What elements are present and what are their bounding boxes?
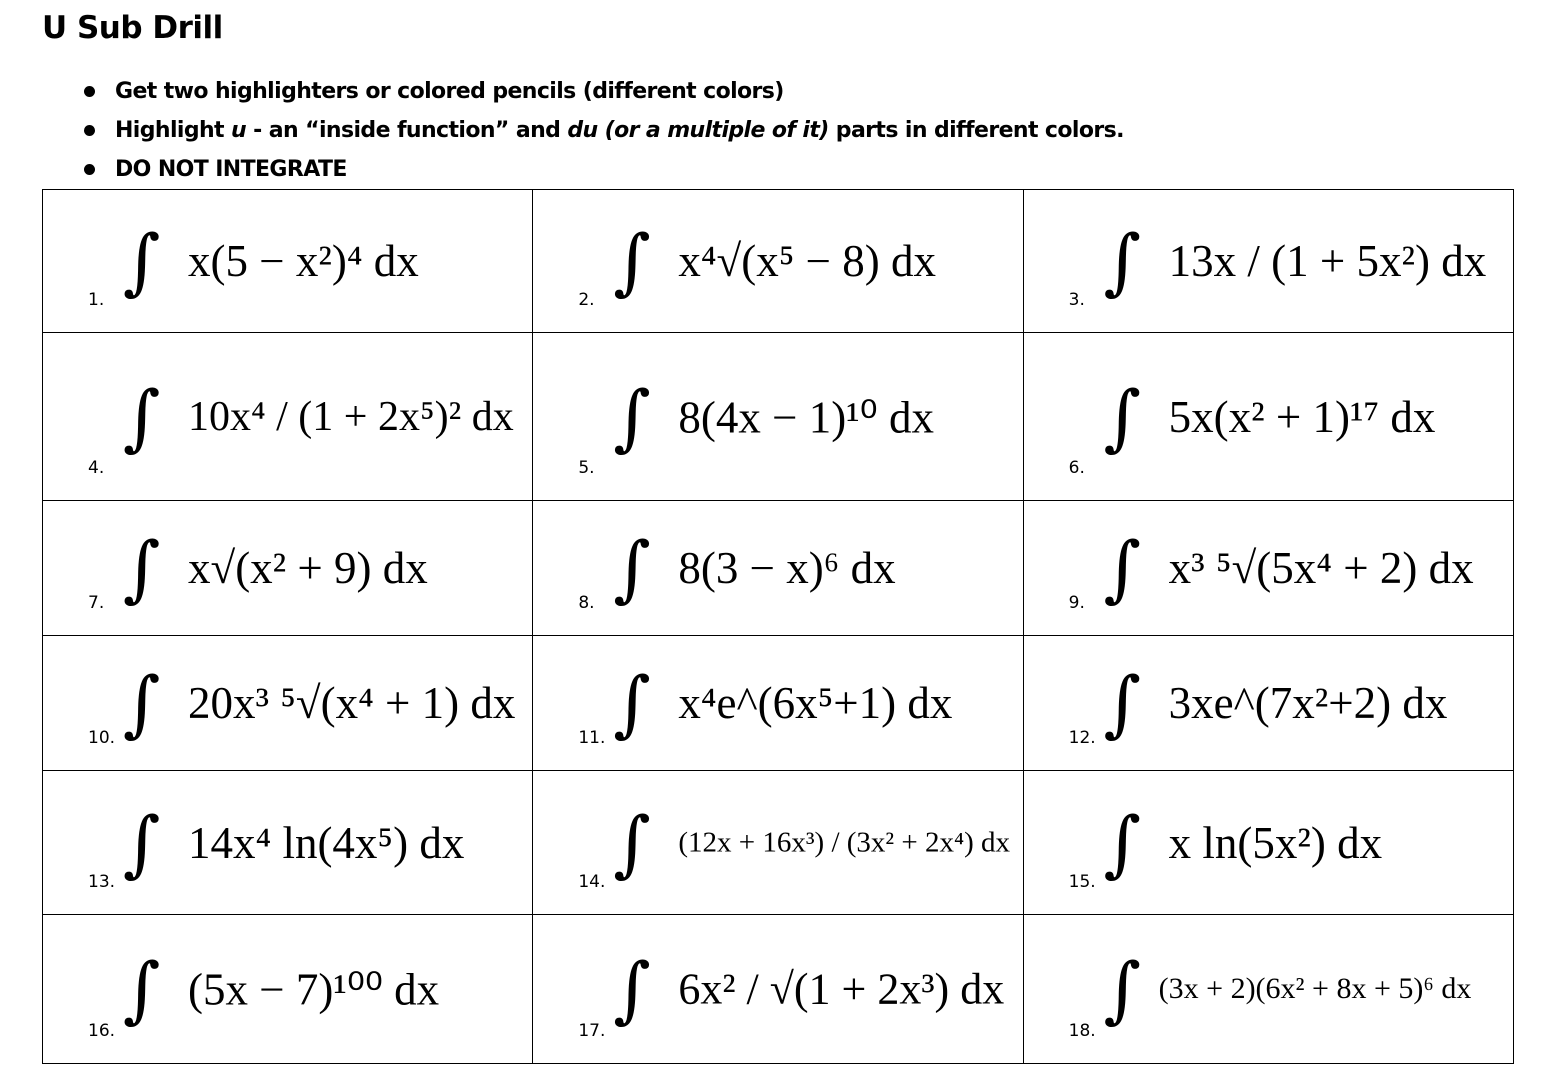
- problem-expression: 13x / (1 + 5x²) dx: [1168, 236, 1487, 286]
- integral-symbol: ∫: [1103, 947, 1142, 1031]
- problem-number: 16.: [88, 1021, 116, 1041]
- problem-expression: 8(4x − 1)¹⁰ dx: [678, 392, 934, 442]
- instruction-item-2: [78, 113, 1124, 152]
- instruction-text-du: du (or a multiple of it): [567, 118, 829, 143]
- integral-symbol: ∫: [613, 947, 651, 1031]
- problem-cell-7: [43, 501, 533, 636]
- instruction-text-u: u: [231, 118, 247, 143]
- problem-expression: 5x(x² + 1)¹⁷ dx: [1168, 391, 1436, 442]
- problem-number: 7.: [88, 593, 105, 613]
- problem-cell-6: [1023, 333, 1513, 501]
- problem-expression: (3x + 2)(6x² + 8x + 5)⁶ dx: [1158, 972, 1472, 1005]
- problem-cell-5: [533, 333, 1023, 501]
- integral-symbol: ∫: [123, 526, 161, 610]
- problem-cell-3: [1023, 190, 1513, 333]
- problem-number: 14.: [578, 872, 606, 892]
- instruction-text: Highlight: [115, 118, 232, 143]
- instruction-text: - an “inside function” and: [246, 118, 568, 143]
- instruction-text: DO NOT INTEGRATE: [115, 157, 347, 182]
- problem-expression: x ln(5x²) dx: [1168, 817, 1383, 868]
- integral-symbol: ∫: [1103, 661, 1142, 745]
- problem-number: 2.: [578, 290, 595, 310]
- problem-expression: (5x − 7)¹⁰⁰ dx: [188, 964, 440, 1015]
- problem-expression: x√(x² + 9) dx: [188, 543, 428, 593]
- integral-symbol: ∫: [123, 800, 161, 885]
- integral-symbol: ∫: [613, 526, 651, 610]
- problem-expression: 8(3 − x)⁶ dx: [678, 543, 896, 593]
- problem-cell-14: [533, 771, 1023, 915]
- problem-number: 13.: [88, 872, 116, 892]
- problem-number: 17.: [578, 1021, 606, 1041]
- problem-cell-2: [533, 190, 1023, 333]
- integral-symbol: ∫: [1103, 374, 1142, 459]
- problem-number: 8.: [578, 593, 595, 613]
- problem-cell-15: [1023, 771, 1513, 915]
- integral-symbol: ∫: [123, 661, 161, 745]
- problem-number: 12.: [1068, 728, 1096, 748]
- instruction-text: Get two highlighters or colored pencils (different colors): [115, 79, 784, 104]
- problem-expression: (12x + 16x³) / (3x² + 2x⁴) dx: [678, 826, 1010, 858]
- problem-cell-1: [43, 190, 533, 333]
- integral-symbol: ∫: [613, 219, 651, 303]
- problem-cell-16: [43, 915, 533, 1064]
- problem-number: 4.: [88, 458, 105, 478]
- integral-symbol: ∫: [613, 800, 651, 885]
- problem-number: 6.: [1068, 458, 1085, 478]
- problem-expression: 6x² / √(1 + 2x³) dx: [678, 964, 1005, 1014]
- integral-symbol: ∫: [1103, 526, 1142, 610]
- problem-cell-17: [533, 915, 1023, 1064]
- problem-cell-10: [43, 636, 533, 771]
- integral-symbol: ∫: [613, 661, 651, 745]
- problem-number: 3.: [1068, 290, 1085, 310]
- problem-number: 1.: [88, 290, 105, 310]
- problem-number: 15.: [1068, 872, 1096, 892]
- problem-expression: x(5 − x²)⁴ dx: [188, 236, 419, 286]
- integral-symbol: ∫: [123, 947, 161, 1031]
- problem-cell-4: [43, 333, 533, 501]
- problem-number: 5.: [578, 458, 595, 478]
- problem-number: 11.: [578, 728, 606, 748]
- integral-symbol: ∫: [123, 219, 161, 303]
- problem-cell-9: [1023, 501, 1513, 636]
- problem-cell-12: [1023, 636, 1513, 771]
- problem-expression: 3xe^(7x²+2) dx: [1168, 678, 1448, 728]
- problem-number: 10.: [88, 728, 116, 748]
- instruction-text: parts in different colors.: [828, 118, 1124, 143]
- problem-cell-11: [533, 636, 1023, 771]
- problem-cell-13: [43, 771, 533, 915]
- problem-number: 18.: [1068, 1021, 1096, 1041]
- problem-expression: x³ ⁵√(5x⁴ + 2) dx: [1168, 543, 1474, 593]
- instruction-item-3: [78, 152, 1124, 191]
- problem-expression: 10x⁴ / (1 + 2x⁵)² dx: [188, 393, 514, 440]
- page-title: U Sub Drill: [42, 10, 223, 46]
- instruction-item-1: [78, 74, 1124, 113]
- problem-expression: x⁴√(x⁵ − 8) dx: [678, 236, 937, 286]
- integral-symbol: ∫: [1103, 219, 1142, 303]
- problem-cell-8: [533, 501, 1023, 636]
- problem-expression: 20x³ ⁵√(x⁴ + 1) dx: [188, 678, 516, 728]
- problem-number: 9.: [1068, 593, 1085, 613]
- instructions-list: [78, 74, 1124, 191]
- problem-expression: x⁴e^(6x⁵+1) dx: [678, 678, 953, 728]
- integral-symbol: ∫: [1103, 800, 1142, 885]
- problem-grid: [42, 189, 1514, 1064]
- integral-symbol: ∫: [123, 374, 161, 459]
- problem-cell-18: [1023, 915, 1513, 1064]
- integral-symbol: ∫: [613, 374, 651, 459]
- problem-expression: 14x⁴ ln(4x⁵) dx: [188, 817, 465, 868]
